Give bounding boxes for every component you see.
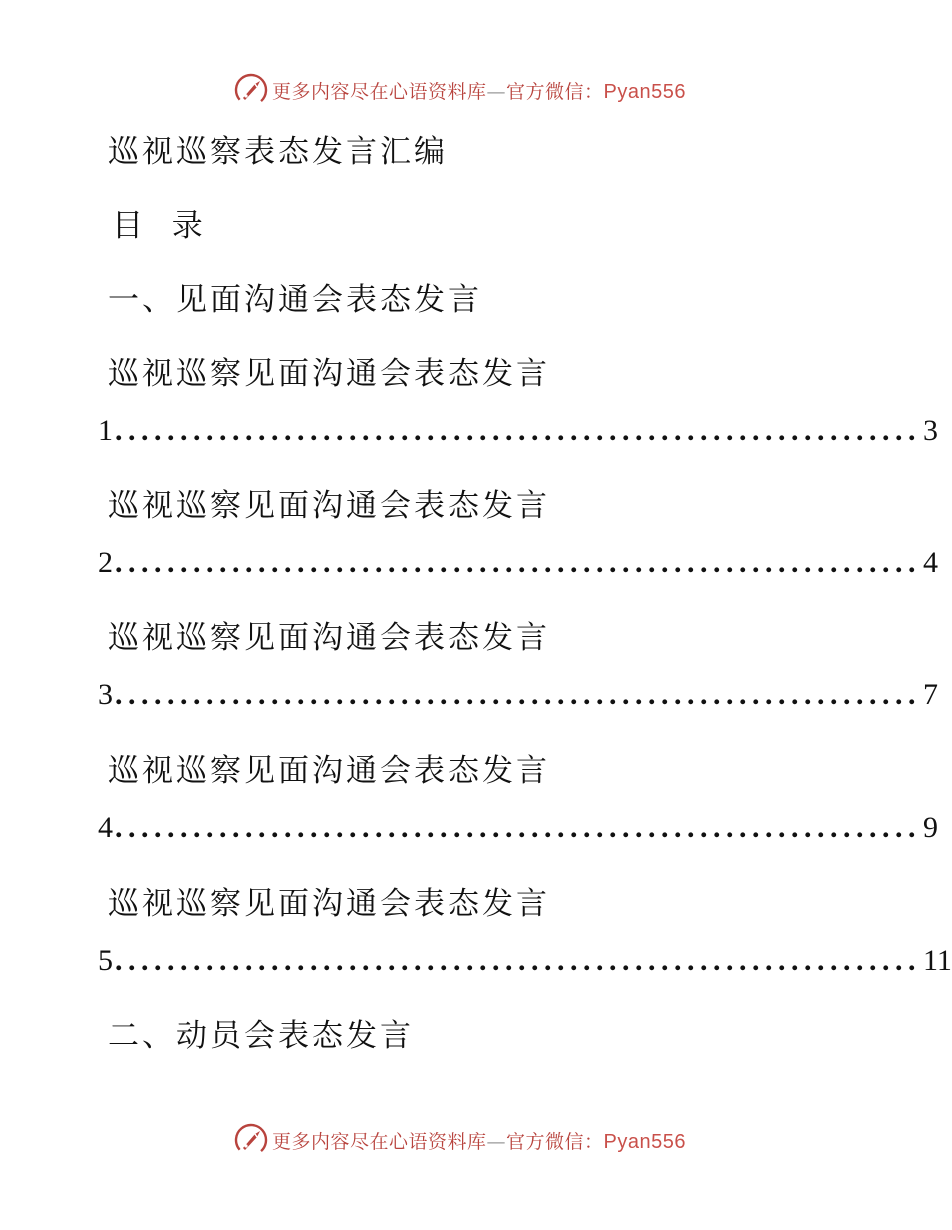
toc-entry-leader[interactable] — [98, 805, 938, 845]
toc-entry-title[interactable]: 巡视巡察见面沟通会表态发言 — [108, 753, 550, 789]
toc-entry-number: 2 — [98, 546, 113, 579]
toc-entry-number: 1 — [98, 414, 113, 447]
toc-entry-number: 5 — [98, 944, 113, 977]
toc-entry-title[interactable]: 巡视巡察见面沟通会表态发言 — [108, 886, 550, 922]
toc-entry-page: 9 — [923, 811, 938, 844]
footer-watermark — [234, 1122, 686, 1158]
dot-leader: .............................................................. — [115, 678, 921, 711]
toc-entry-page: 11 — [923, 944, 952, 977]
toc-entry-page: 7 — [923, 678, 938, 711]
toc-entry-leader[interactable] — [98, 408, 938, 448]
dot-leader: .............................................................. — [115, 546, 921, 579]
watermark-text: 更多内容尽在心语资料库—官方微信：Pyan556 — [272, 80, 686, 103]
toc-entry-number: 4 — [98, 811, 113, 844]
document-title: 巡视巡察表态发言汇编 — [108, 134, 448, 170]
toc-entry-page: 4 — [923, 546, 938, 579]
section-heading-two: 二、动员会表态发言 — [108, 1018, 414, 1054]
section-heading-one: 一、见面沟通会表态发言 — [108, 282, 482, 318]
watermark-text: 更多内容尽在心语资料库—官方微信：Pyan556 — [272, 1130, 686, 1153]
dot-leader: .............................................................. — [115, 811, 921, 844]
toc-entry-page: 3 — [923, 414, 938, 447]
header-watermark — [234, 72, 686, 108]
dot-leader: .............................................................. — [115, 944, 921, 977]
toc-entry-number: 3 — [98, 678, 113, 711]
toc-entry-title[interactable]: 巡视巡察见面沟通会表态发言 — [108, 488, 550, 524]
dot-leader: .............................................................. — [115, 414, 921, 447]
toc-heading: 目 录 — [112, 208, 206, 244]
toc-entry-leader[interactable] — [98, 938, 952, 978]
toc-entry-title[interactable]: 巡视巡察见面沟通会表态发言 — [108, 356, 550, 392]
pen-nib-logo-icon — [234, 73, 268, 107]
toc-entry-leader[interactable] — [98, 540, 938, 580]
toc-entry-title[interactable]: 巡视巡察见面沟通会表态发言 — [108, 620, 550, 656]
pen-nib-logo-icon — [234, 1123, 268, 1157]
toc-entry-leader[interactable] — [98, 672, 938, 712]
